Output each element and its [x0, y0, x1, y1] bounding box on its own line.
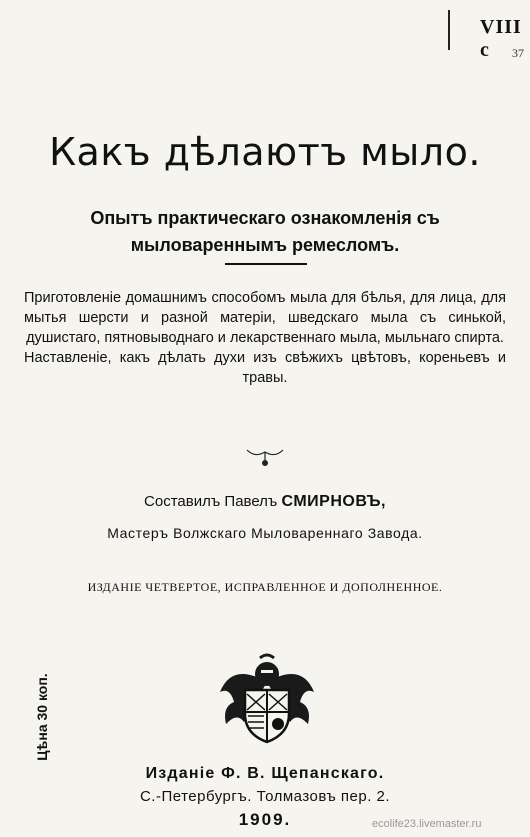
price-label: Цѣна 30 коп.: [34, 673, 50, 761]
subtitle-line-2: мыловареннымъ ремесломъ.: [130, 235, 400, 255]
shelfmark-number: 37: [512, 46, 524, 60]
publication-year: 1909.: [238, 810, 292, 829]
compiled-prefix: Составилъ Павелъ: [144, 493, 278, 510]
divider-rule: [225, 263, 307, 265]
compiler-line: [0, 493, 530, 511]
subtitle: [0, 205, 530, 259]
publisher-line: Изданіе Ф. В. Щепанскаго.: [145, 765, 385, 782]
price-stamp: [27, 657, 57, 777]
author-name: СМИРНОВЪ,: [281, 493, 386, 510]
shelfmark: VIII c: [480, 16, 522, 61]
ornament-icon: [245, 446, 285, 473]
description: [24, 288, 506, 388]
description-paragraph-1: Приготовленіе домашнимъ способомъ мыла для бѣлья, для лица, для мытья шерсти и разной матеріи, шведскаго мыла съ синькой, душистаго, пятновыводнаго и лекарственнаго мыла, мыльнаго спирта.: [24, 290, 506, 346]
address-line: С.-Петербургъ. Толмазовъ пер. 2.: [139, 788, 391, 805]
publisher-emblem-icon: [212, 652, 322, 752]
subtitle-line-1: Опытъ практическаго ознакомленія съ: [90, 208, 440, 228]
edition-line: ИЗДАНІЕ ЧЕТВЕРТОЕ, ИСПРАВЛЕННОЕ И ДОПОЛНЕННОЕ.: [87, 580, 443, 594]
book-title: Какъ дѣлаютъ мыло.: [49, 130, 481, 174]
watermark: ecolife23.livemaster.ru: [372, 818, 482, 830]
description-paragraph-2: Наставленіе, какъ дѣлать духи изъ свѣжихъ цвѣтовъ, кореньевъ и травы.: [24, 350, 506, 386]
author-title: Мастеръ Волжскаго Мыловареннаго Завода.: [107, 525, 423, 541]
margin-mark: [448, 10, 450, 50]
